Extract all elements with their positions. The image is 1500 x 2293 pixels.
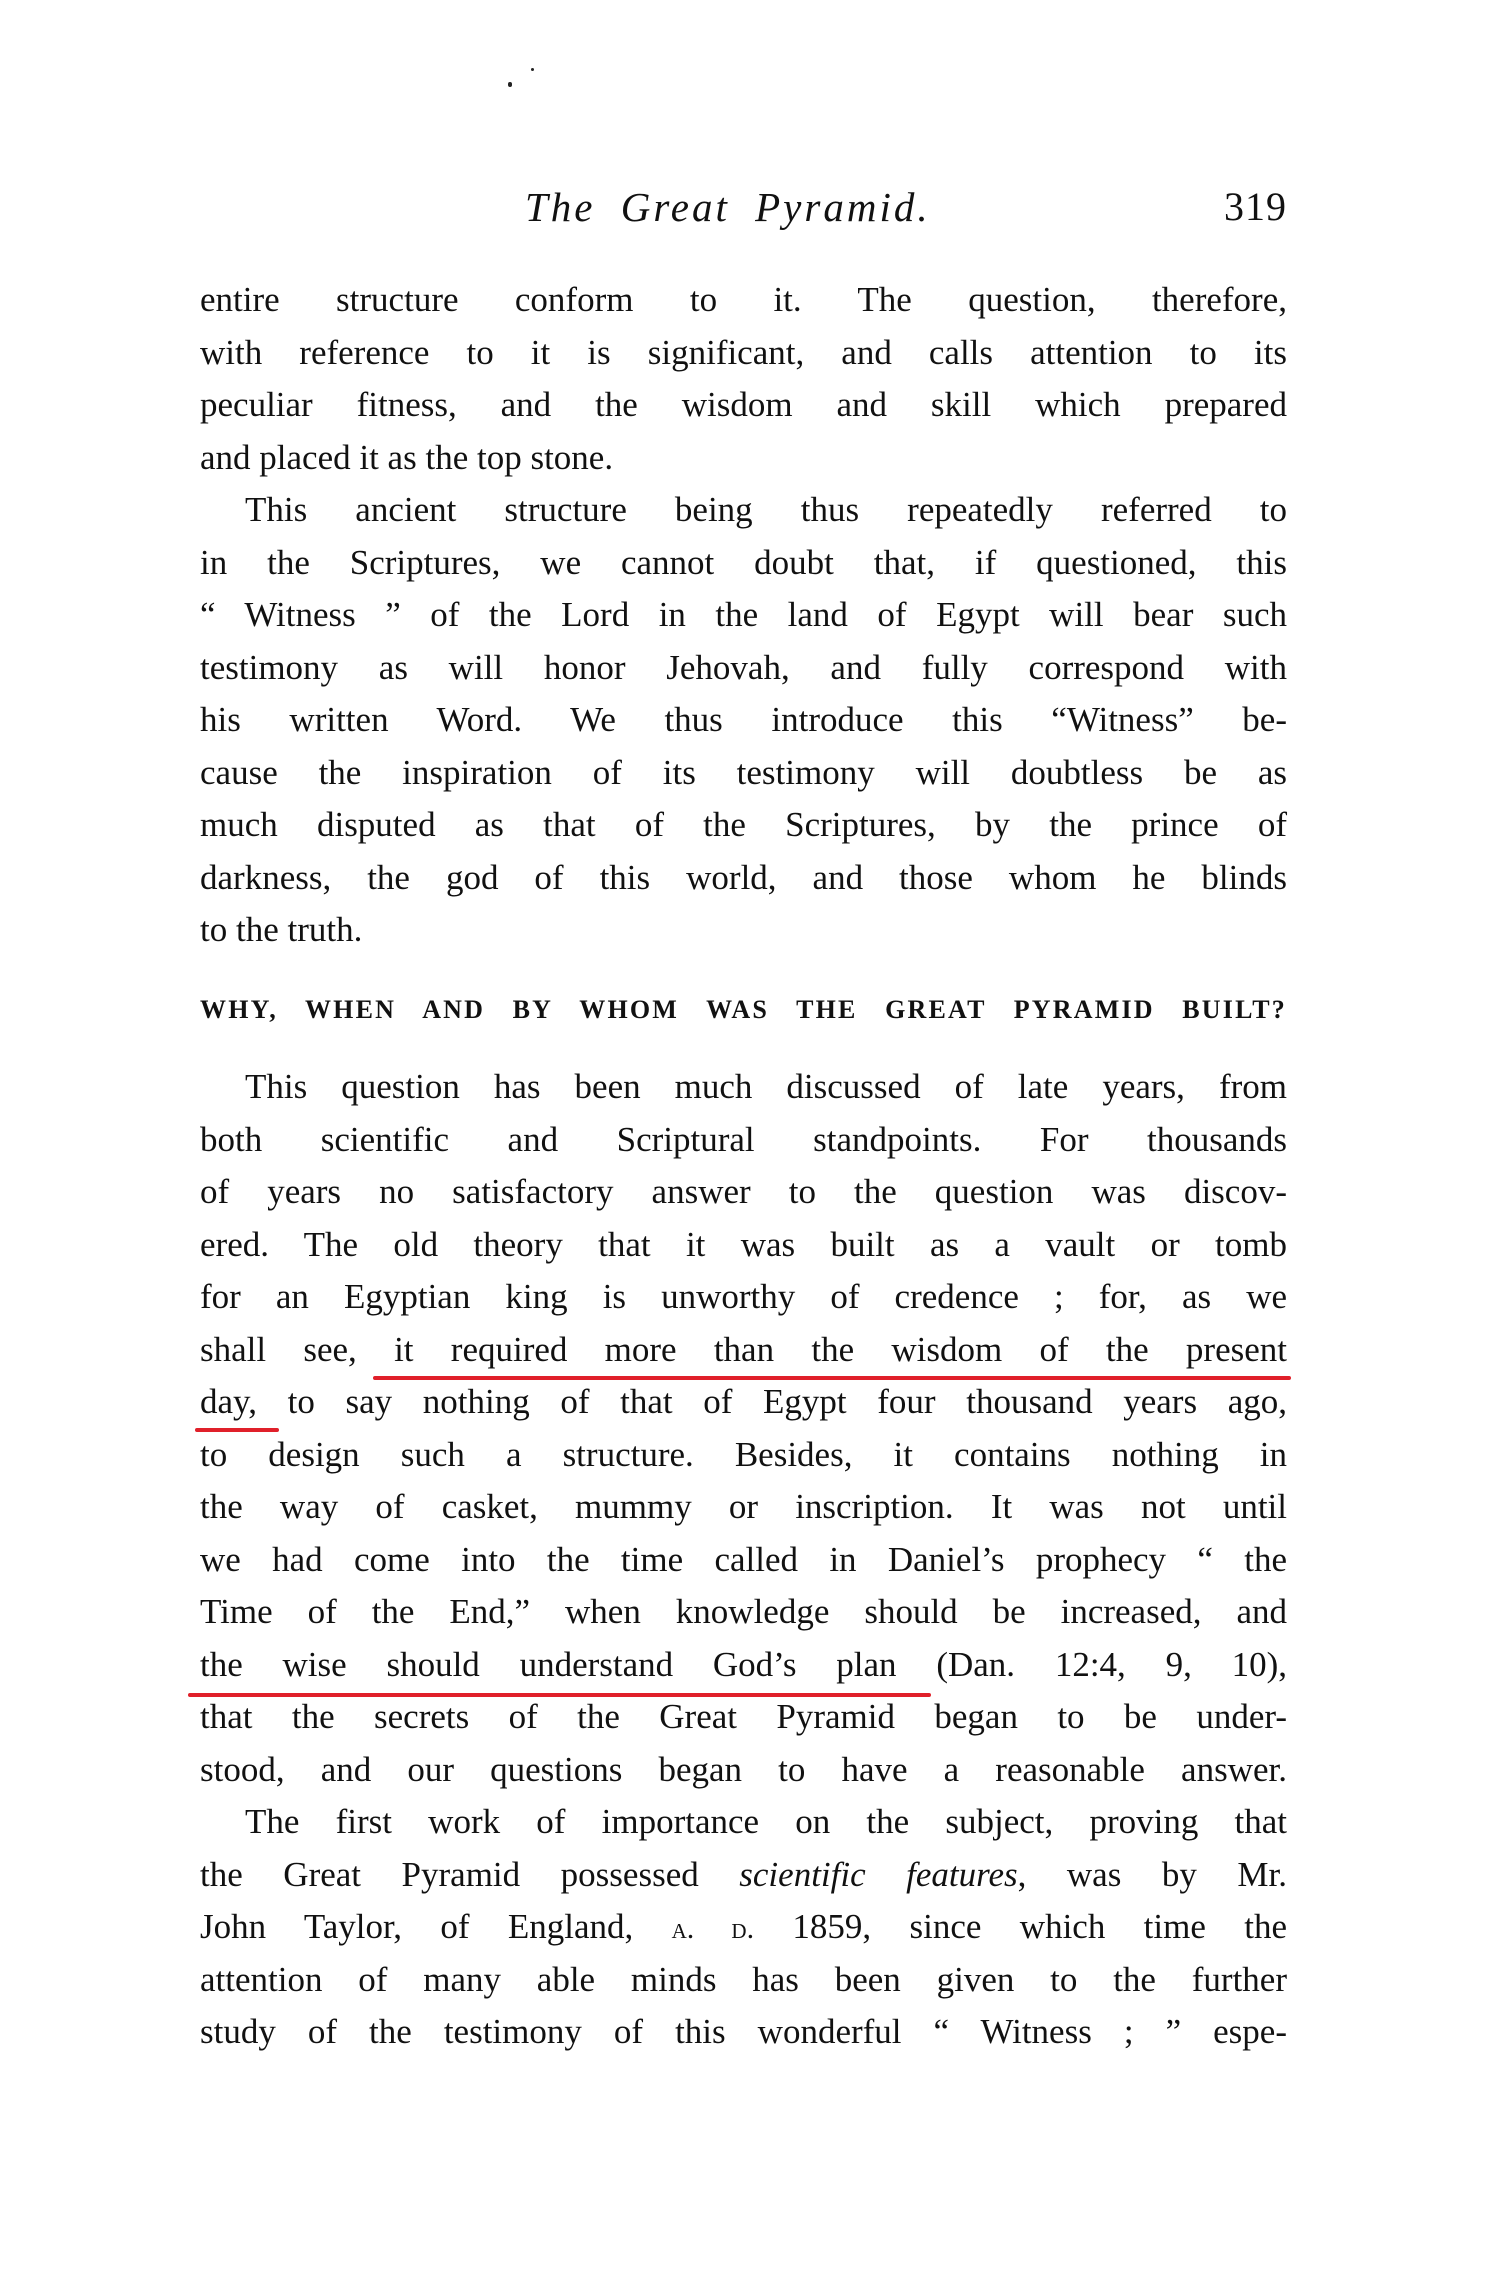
text-line-content: shall see, it required more than the wisdom of the present [200, 1329, 1287, 1369]
page-number: 319 [1224, 184, 1287, 229]
text-line-content: both scientific and Scriptural standpoints. For thousands [200, 1119, 1287, 1159]
scan-speck [531, 68, 534, 71]
text-line [200, 852, 1287, 904]
text-line-content: that the secrets of the Great Pyramid began to be under- [200, 1697, 1287, 1736]
text-line [200, 1691, 1287, 1743]
text-line [245, 1061, 1287, 1113]
text-line [200, 799, 1287, 851]
text-line [200, 327, 1287, 379]
text-line-content: “ Witness ” of the Lord in the land of Egypt will bear such [200, 595, 1287, 634]
text-line [200, 1324, 1287, 1376]
scan-speck [508, 82, 512, 87]
text-run: John Taylor, of England, [200, 1907, 672, 1946]
text-line-content: the way of casket, mummy or inscription. It was not until [200, 1487, 1287, 1526]
text-line-content: to design such a structure. Besides, it contains nothing in [200, 1434, 1287, 1474]
running-head-title: The Great Pyramid. [525, 184, 931, 230]
text-line-content: darkness, the god of this world, and those whom he blinds [200, 857, 1287, 897]
red-underline [195, 1428, 279, 1432]
text-line [200, 1114, 1287, 1166]
text-line-content: The first work of importance on the subject, proving that [245, 1802, 1287, 1841]
text-line-content: stood, and our questions began to have a reasonable answer. [200, 1749, 1287, 1789]
text-line [200, 1849, 1287, 1901]
text-line-content: entire structure conform to it. The question, therefore, [200, 280, 1287, 319]
section-heading: WHY, WHEN AND BY WHOM WAS THE GREAT PYRAMID BUILT? [200, 995, 1287, 1024]
text-line-content: day, to say nothing of that of Egypt four thousand years ago, [200, 1382, 1287, 1421]
italic-emphasis: scientific features [739, 1854, 1018, 1894]
text-line [200, 1954, 1287, 2006]
text-line-content: study of the testimony of this wonderful “ Witness ; ” espe- [200, 2012, 1287, 2051]
text-line-content: Time of the End,” when knowledge should be increased, and [200, 1592, 1287, 1631]
text-line-content: This ancient structure being thus repeatedly referred to [245, 490, 1287, 529]
text-line [200, 1744, 1287, 1796]
text-line-content: much disputed as that of the Scriptures, by the prince of [200, 805, 1287, 844]
text-line [200, 2006, 1287, 2058]
running-head [200, 182, 1287, 232]
text-line [200, 1219, 1287, 1271]
text-line-content: of years no satisfactory answer to the question was discov- [200, 1172, 1287, 1211]
text-run: the Great Pyramid possessed [200, 1854, 740, 1894]
text-line-content: the wise should understand God’s plan (Dan. 12:4, 9, 10), [200, 1644, 1287, 1684]
text-line-content: and placed it as the top stone. [200, 437, 614, 477]
text-line-content: ered. The old theory that it was built as a vault or tomb [200, 1224, 1287, 1264]
text-line-content: in the Scriptures, we cannot doubt that, if questioned, this [200, 542, 1287, 582]
text-line [200, 379, 1287, 431]
text-line [200, 1534, 1287, 1586]
text-line-content: testimony as will honor Jehovah, and fully correspond with [200, 647, 1287, 687]
text-line-content: we had come into the time called in Daniel’s prophecy “ the [200, 1539, 1287, 1579]
text-line [200, 642, 1287, 694]
text-line [200, 747, 1287, 799]
text-line [200, 1901, 1287, 1953]
red-underline [373, 1376, 1291, 1380]
text-line [200, 432, 1287, 484]
red-underline [188, 1693, 931, 1697]
text-line [245, 484, 1287, 536]
text-line [200, 694, 1287, 746]
text-line [200, 537, 1287, 589]
text-run: , was by Mr. [1017, 1854, 1288, 1894]
text-line [200, 904, 1287, 956]
text-line-content [200, 1901, 1287, 1955]
text-line-content: peculiar fitness, and the wisdom and skill which prepared [200, 385, 1287, 424]
text-line [200, 1639, 1287, 1691]
text-line-content: cause the inspiration of its testimony will doubtless be as [200, 752, 1287, 792]
small-caps-era: a. d. [671, 1912, 755, 1945]
text-line [200, 589, 1287, 641]
text-line-content: for an Egyptian king is unworthy of credence ; for, as we [200, 1277, 1287, 1316]
text-line [200, 1271, 1287, 1323]
text-line-content: to the truth. [200, 910, 363, 949]
text-line-content: his written Word. We thus introduce this “Witness” be- [200, 700, 1287, 739]
text-line-content: with reference to it is significant, and calls attention to its [200, 332, 1287, 372]
text-line [200, 1429, 1287, 1481]
text-line [245, 1796, 1287, 1848]
text-run: 1859, since which time the [754, 1907, 1287, 1946]
text-line-content [200, 1849, 1287, 1901]
text-line [200, 274, 1287, 326]
text-line-content: attention of many able minds has been given to the further [200, 1959, 1287, 1999]
text-line [200, 1376, 1287, 1428]
text-line [200, 1166, 1287, 1218]
text-line [200, 1481, 1287, 1533]
text-line [200, 1586, 1287, 1638]
text-line-content: This question has been much discussed of late years, from [245, 1067, 1287, 1106]
